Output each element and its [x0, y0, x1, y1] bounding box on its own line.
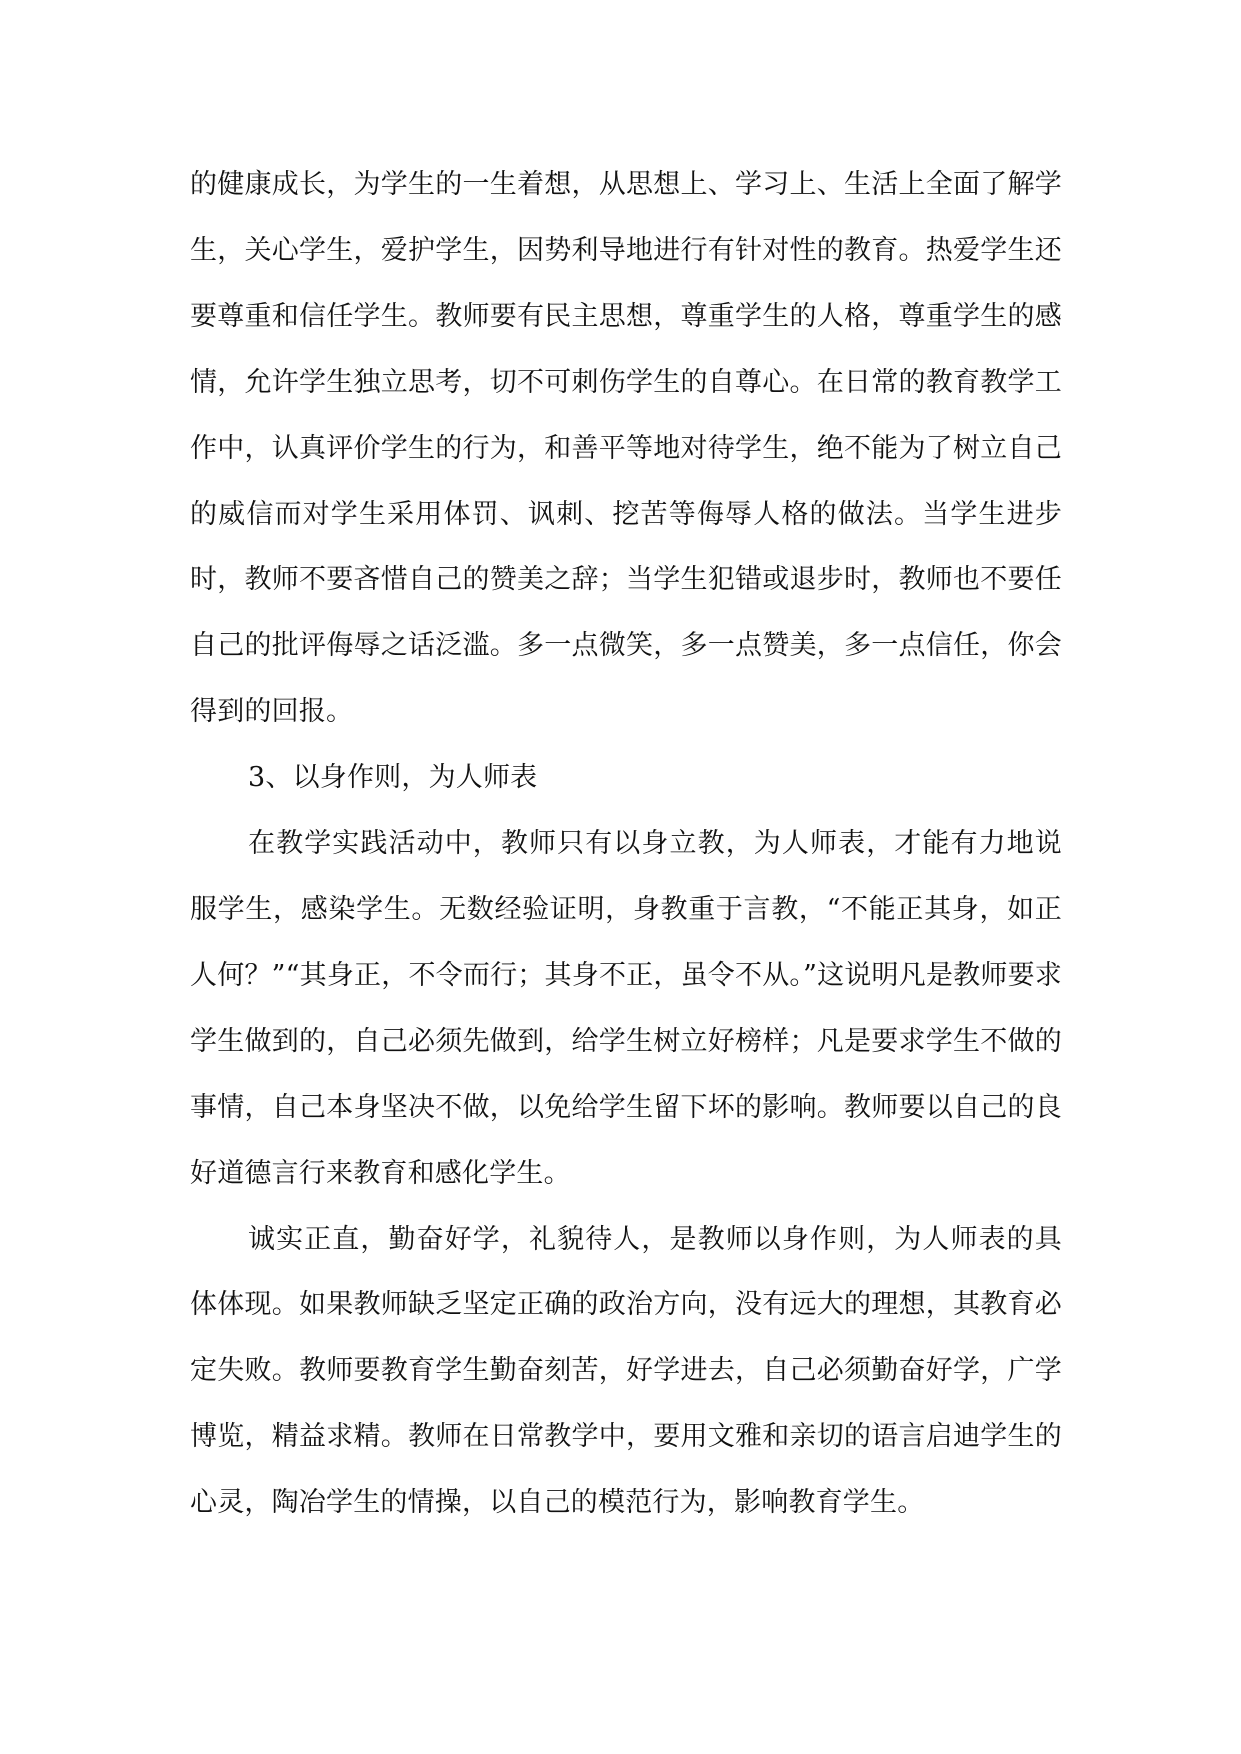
paragraph-body-1: 在教学实践活动中，教师只有以身立教，为人师表，才能有力地说服学生，感染学生。无数经验证明，身教重于言教，“不能正其身，如正人何？”“其身正，不令而行；其身不正，虽令不从。”这说明凡是教师要求学生做到的，自己必须先做到，给学生树立好榜样；凡是要求学生不做的事情，自己本身坚决不做，以免给学生留下坏的影响。教师要以自己的良好道德言行来教育和感化学生。	[190, 828, 1062, 1189]
paragraph-continuation: 的健康成长，为学生的一生着想，从思想上、学习上、生活上全面了解学生，关心学生，爱护学生，因势利导地进行有针对性的教育。热爱学生还要尊重和信任学生。教师要有民主思想，尊重学生的人格，尊重学生的感情，允许学生独立思考，切不可刺伤学生的自尊心。在日常的教育教学工作中，认真评价学生的行为，和善平等地对待学生，绝不能为了树立自己的威信而对学生采用体罚、讽刺、挖苦等侮辱人格的做法。当学生进步时，教师不要吝惜自己的赞美之辞；当学生犯错或退步时，教师也不要任自己的批评侮辱之话泛滥。多一点微笑，多一点赞美，多一点信任，你会得到的回报。	[190, 169, 1062, 728]
document-body	[190, 152, 1062, 1536]
paragraph-body-2: 诚实正直，勤奋好学，礼貌待人，是教师以身作则，为人师表的具体体现。如果教师缺乏坚定正确的政治方向，没有远大的理想，其教育必定失败。教师要教育学生勤奋刻苦，好学进去，自己必须勤奋好学，广学博览，精益求精。教师在日常教学中，要用文雅和亲切的语言启迪学生的心灵，陶冶学生的情操，以自己的模范行为，影响教育学生。	[190, 1223, 1062, 1519]
section-heading: 3、以身作则，为人师表	[248, 762, 538, 794]
